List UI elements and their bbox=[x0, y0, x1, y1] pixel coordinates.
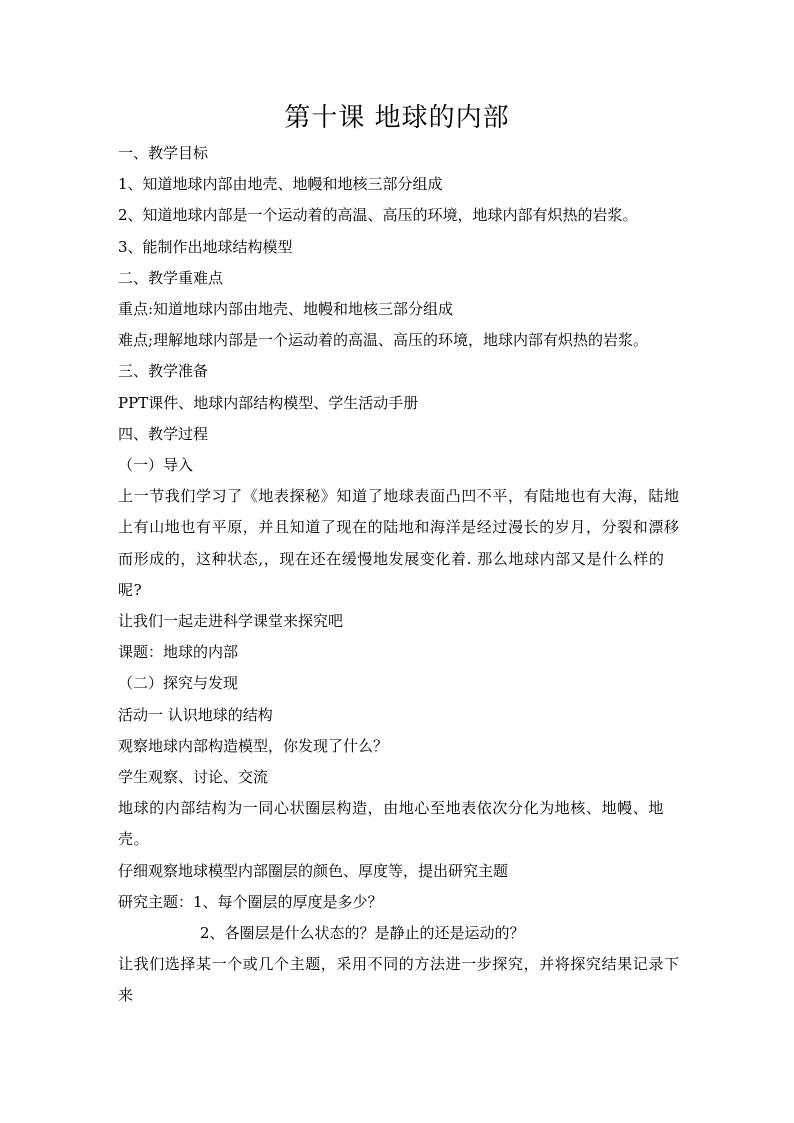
key-points-heading: 二、教学重难点 bbox=[118, 268, 224, 287]
observe-line: 仔细观察地球模型内部圈层的颜色、厚度等，提出研究主题 bbox=[118, 861, 509, 880]
intro-paragraph: 上一节我们学习了《地表探秘》知道了地球表面凸凹不平，有陆地也有大海，陆地上有山地也有平原，并且知道了现在的陆地和海洋是经过漫长的岁月，分裂和漂移而形成的，这种状态,，现在还在缓慢地发展变化着. 那么地球内部又是什么样的呢? bbox=[118, 487, 680, 599]
closing-paragraph: 让我们选择某一个或几个主题，采用不同的方法进一步探究，并将探究结果记录下来 bbox=[118, 955, 680, 1005]
research-topic-1: 研究主题：1、每个圈层的厚度是多少？ bbox=[118, 892, 383, 911]
goal-item-1: 1、知道地球内部由地壳、地幔和地核三部分组成 bbox=[118, 175, 443, 194]
goals-heading: 一、教学目标 bbox=[118, 144, 209, 162]
goal-item-3: 3、能制作出地球结构模型 bbox=[118, 237, 293, 256]
activity-question: 观察地球内部构造模型，你发现了什么？ bbox=[118, 736, 389, 755]
explore-heading: （二）探究与发现 bbox=[118, 674, 239, 693]
structure-paragraph: 地球的内部结构为一同心状圈层构造，由地心至地表依次分化为地核、地幔、地壳。 bbox=[118, 799, 665, 849]
activity-title: 活动一 认识地球的结构 bbox=[118, 705, 273, 724]
lesson-title: 第十课 地球的内部 bbox=[284, 103, 510, 133]
intro-invite: 让我们一起走进科学课堂来探究吧 bbox=[118, 612, 344, 631]
research-topic-2: 2、各圈层是什么状态的？是静止的还是运动的？ bbox=[200, 924, 525, 943]
preparation-content: PPT课件、地球内部结构模型、学生活动手册 bbox=[118, 393, 419, 412]
key-point-difficulty: 难点;理解地球内部是一个运动着的高温、高压的环境，地球内部有炽热的岩浆。 bbox=[118, 331, 649, 350]
intro-heading: （一）导入 bbox=[118, 456, 194, 475]
preparation-heading: 三、教学准备 bbox=[118, 362, 209, 381]
goal-item-2: 2、知道地球内部是一个运动着的高温、高压的环境，地球内部有炽热的岩浆。 bbox=[118, 206, 638, 225]
intro-topic: 课题：地球的内部 bbox=[118, 643, 239, 662]
process-heading: 四、教学过程 bbox=[118, 424, 209, 443]
key-point-focus: 重点:知道地球内部由地壳、地幔和地核三部分组成 bbox=[118, 300, 454, 319]
activity-students: 学生观察、讨论、交流 bbox=[118, 768, 269, 787]
lesson-body bbox=[118, 138, 688, 1012]
